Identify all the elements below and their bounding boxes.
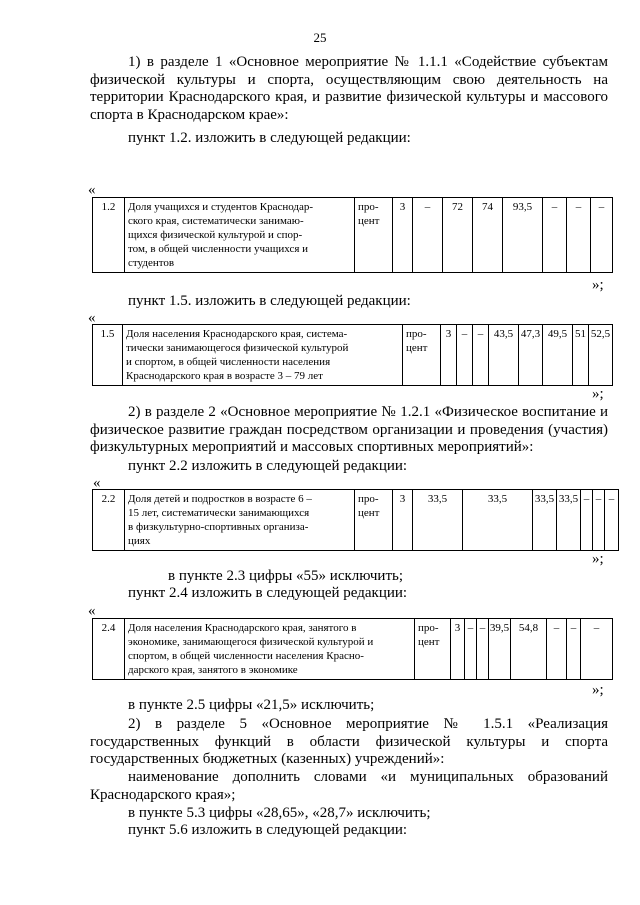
- value-cell: 49,5: [543, 325, 573, 386]
- instruction-2-5: в пункте 2.5 цифры «21,5» исключить;: [128, 697, 375, 713]
- value-cell: 43,5: [489, 325, 519, 386]
- row-description: Доля учащихся и студентов Краснодар- ского края, систематически занимаю- щихся физической культурой и спор- том, в общей численности учащихся и студентов: [125, 198, 355, 273]
- row-unit: про- цент: [355, 198, 393, 273]
- section1-paragraph: 1) в разделе 1 «Основное мероприятие № 1.1.1 «Содействие субъектам физической культуры и спорта, осуществляющим свою деятельность на территории Краснодарского края, и развитие физической культуры и массового спорта в Краснодарском крае»:: [90, 54, 608, 123]
- value-cell: –: [547, 619, 567, 680]
- open-quote: «: [88, 182, 96, 198]
- open-quote: «: [93, 475, 101, 491]
- value-cell: 39,5: [489, 619, 511, 680]
- close-quote: »;: [592, 386, 604, 402]
- value-cell: 93,5: [503, 198, 543, 273]
- table-row-2-2: [92, 489, 619, 551]
- value-cell: 3: [451, 619, 465, 680]
- value-cell: –: [413, 198, 443, 273]
- row-number: 1.5: [93, 325, 123, 386]
- value-cell: 33,5: [463, 490, 533, 551]
- name-addition: наименование дополнить словами «и муниципальных образований Краснодарского края»;: [90, 769, 608, 803]
- instruction-2-2: пункт 2.2 изложить в следующей редакции:: [128, 458, 408, 474]
- value-cell: –: [457, 325, 473, 386]
- value-cell: 33,5: [533, 490, 557, 551]
- value-cell: –: [473, 325, 489, 386]
- value-cell: –: [591, 198, 613, 273]
- row-description: Доля детей и подростков в возрасте 6 – 15 лет, систематически занимающихся в физкультурно-спортивных организа- циях: [125, 490, 355, 551]
- value-cell: –: [465, 619, 477, 680]
- value-cell: 51: [573, 325, 589, 386]
- instruction-1-2: пункт 1.2. изложить в следующей редакции:: [128, 130, 411, 146]
- value-cell: 52,5: [589, 325, 613, 386]
- row-unit: про- цент: [415, 619, 451, 680]
- value-cell: –: [581, 490, 593, 551]
- value-cell: –: [593, 490, 605, 551]
- value-cell: –: [477, 619, 489, 680]
- row-description: Доля населения Краснодарского края, занятого в экономике, занимающегося физической культурой и спортом, в общей численности населения Красно- дарского края, занятого в экономике: [125, 619, 415, 680]
- value-cell: 3: [393, 490, 413, 551]
- row-description: Доля населения Краснодарского края, система- тически занимающегося физической культурой и спортом, в общей численности населения Краснодарского края в возрасте 3 – 79 лет: [123, 325, 403, 386]
- row-number: 1.2: [93, 198, 125, 273]
- table-row-1-2: [92, 197, 613, 273]
- value-cell: 74: [473, 198, 503, 273]
- value-cell: 54,8: [511, 619, 547, 680]
- table-row-2-4: [92, 618, 613, 680]
- value-cell: –: [567, 198, 591, 273]
- value-cell: –: [605, 490, 619, 551]
- close-quote: »;: [592, 277, 604, 293]
- instruction-5-6: пункт 5.6 изложить в следующей редакции:: [128, 822, 408, 838]
- close-quote: »;: [592, 551, 604, 567]
- value-cell: 47,3: [519, 325, 543, 386]
- instruction-2-3: в пункте 2.3 цифры «55» исключить;: [168, 568, 404, 584]
- page-number: 25: [313, 30, 327, 45]
- value-cell: 72: [443, 198, 473, 273]
- row-unit: про- цент: [403, 325, 441, 386]
- open-quote: «: [88, 603, 96, 619]
- row-number: 2.4: [93, 619, 125, 680]
- value-cell: 33,5: [413, 490, 463, 551]
- value-cell: 33,5: [557, 490, 581, 551]
- value-cell: 3: [393, 198, 413, 273]
- row-unit: про- цент: [355, 490, 393, 551]
- instruction-1-5: пункт 1.5. изложить в следующей редакции:: [128, 293, 411, 309]
- open-quote: «: [88, 310, 96, 326]
- instruction-2-4: пункт 2.4 изложить в следующей редакции:: [128, 585, 408, 601]
- table-row-1-5: [92, 324, 613, 386]
- close-quote: »;: [592, 682, 604, 698]
- section5-paragraph: 2) в разделе 5 «Основное мероприятие № 1.5.1 «Реализация государственных функций в области физической культуры и спорта государственных бюджетных (казенных) учреждений»:: [90, 716, 608, 768]
- instruction-5-3: в пункте 5.3 цифры «28,65», «28,7» исключить;: [128, 805, 431, 821]
- value-cell: –: [567, 619, 581, 680]
- value-cell: –: [581, 619, 613, 680]
- row-number: 2.2: [93, 490, 125, 551]
- section2-paragraph: 2) в разделе 2 «Основное мероприятие № 1.2.1 «Физическое воспитание и физическое развитие граждан посредством организации и проведения (участия) физкультурных мероприятий и массовых спортивных мероприятий»:: [90, 404, 608, 456]
- value-cell: –: [543, 198, 567, 273]
- value-cell: 3: [441, 325, 457, 386]
